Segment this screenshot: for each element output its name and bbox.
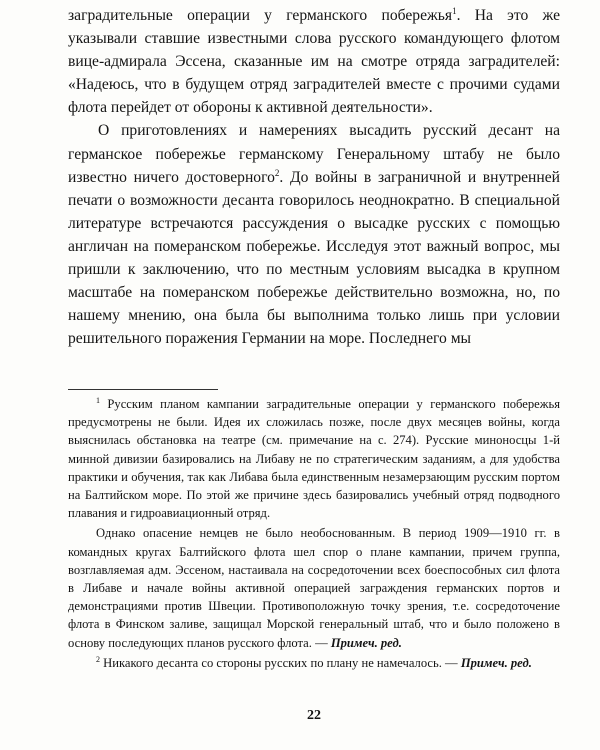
paragraph-1: [68, 4, 560, 119]
editor-note-2: Примеч. ред.: [460, 655, 532, 670]
editor-note-1: Примеч. ред.: [330, 635, 402, 650]
paragraph-2-text: О приготовлениях и намерениях высадить русский десант на германское побережье германскому Генеральному штабу не было известно ничего достоверного: [68, 122, 560, 186]
main-text: [68, 4, 560, 350]
footnote-1-text: Русским планом кампании заградительные операции у германского побережья предусмотрены не были. Идея их сложилась позже, после двух месяцев войны, когда выяснилась обстановка на театре (см. примечание на с. 274). Русские миноносцы 1-й минной дивизии базировались на Либаву не по стратегическим заданиям, а для удобства практики и обучения, так как Либава была единственным незамерзающим русским портом на Балтийском море. По этой же причине здесь базировались учебный отряд подводного плавания и гидроавиационный отряд.: [68, 397, 560, 521]
footnote-divider: [68, 389, 218, 390]
paragraph-2-rest: . До войны в заграничной и внутренней печати о возможности десанта говорилось неоднократно. В специальной литературе встречаются рассуждения о высадке русских с помощью англичан на померанском побережье. Исследуя этот важный вопрос, мы пришли к заключению, что по местным условиям высадка в крупном масштабе на померанском побережье действительно возможна, но, по нашему мнению, она была бы выполнима только лишь при условии решительного поражения Германии на море. Последнего мы: [68, 168, 560, 348]
paragraph-2: [68, 119, 560, 350]
footnote-1-continuation: [68, 524, 560, 651]
footnote-ref-1: 1: [452, 5, 457, 16]
footnote-2-mark: 2: [96, 654, 100, 664]
page-number: 22: [307, 708, 321, 723]
footnote-ref-2: 2: [274, 167, 280, 178]
footnotes: [68, 395, 560, 672]
footnote-1-continuation-text: Однако опасение немцев не было необоснованным. В период 1909—1910 гг. в командных кругах Балтийского флота шел спор о плане кампании, причем группа, возглавляемая адм. Эссеном, настаивала на сосредоточении всех боеспособных сил флота в Либаве и начале войны активной операцией заграждения германских портов и демонстрациями против Швеции. Противоположную точку зрения, т.е. сосредоточение флота в Финском заливе, защищал Морской генеральный штаб, что и было положено в основу последующих планов русского флота. —: [68, 526, 560, 650]
footnote-2-text: Никакого десанта со стороны русских по плану не намечалось. —: [100, 655, 458, 670]
footnote-1: [68, 395, 560, 522]
book-page: [68, 0, 560, 750]
paragraph-1-text: заградительные операции у германского побережья: [68, 7, 453, 24]
paragraph-1-rest: . На это же указывали ставшие известными слова русского командующего флотом вице-адмирала Эссена, сказанные им на смотре отряда заградителей: «Надеюсь, что в будущем отряд заградителей вместе с прочими судами флота перейдет от обороны к активной деятельности».: [68, 7, 560, 117]
footnote-1-mark: 1: [96, 395, 100, 405]
footnote-2: [68, 654, 560, 672]
